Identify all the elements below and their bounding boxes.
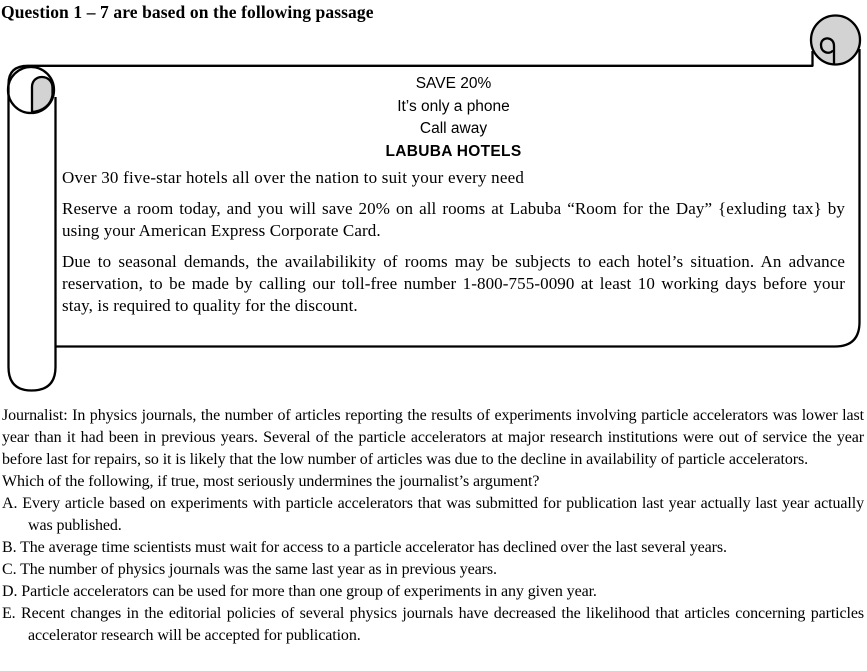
ad-paragraph-reserve: Reserve a room today, and you will save 20% on all rooms at Labuba “Room for the Day” {exluding tax} by using your American Express Corporate Card. bbox=[62, 199, 845, 240]
option-e-text: Recent changes in the editorial policies of several physics journals have decreased the likelihood that articles concerning particles accelerator research will be accepted for publication. bbox=[21, 605, 865, 644]
scroll-left-tail bbox=[9, 84, 56, 391]
option-e-label: E. bbox=[2, 605, 16, 622]
ad-paragraph-seasonal: Due to seasonal demands, the availabilikity of rooms may be subjects to each hotel’s situation. An advance reservation, to be made by calling our toll-free number 1-800-755-0090 at least 10 working days before your stay, is required to quality for the discount. bbox=[62, 252, 845, 315]
option-d-label: D. bbox=[2, 583, 18, 600]
ad-tagline: Over 30 five-star hotels all over the nation to suit your every need bbox=[62, 168, 525, 187]
question-passage: Journalist: In physics journals, the number of articles reporting the results of experiments involving particle accelerators was lower last year than it had been in previous years. Several of the particle accelerators at major research institutions were out of service the year before last for repairs, so it is likely that the low number of articles was due to the decline in availability of particle accelerators. bbox=[2, 407, 864, 468]
scroll-ad-content bbox=[62, 73, 845, 317]
option-a-label: A. bbox=[2, 495, 18, 512]
option-d bbox=[2, 581, 864, 603]
option-e bbox=[2, 603, 864, 647]
ad-line-call: Call away bbox=[419, 120, 488, 137]
option-b-label: B. bbox=[2, 539, 17, 556]
option-c-label: C. bbox=[2, 561, 17, 578]
option-c bbox=[2, 559, 864, 581]
page-title: Question 1 – 7 are based on the following passage bbox=[1, 2, 374, 22]
question-block bbox=[2, 405, 864, 647]
option-d-text: Particle accelerators can be used for more than one group of experiments in any given year. bbox=[21, 583, 597, 600]
ad-line-phone: It’s only a phone bbox=[397, 97, 510, 115]
scroll-left-curl-teardrop bbox=[32, 77, 53, 112]
option-a bbox=[2, 493, 864, 537]
option-a-text: Every article based on experiments with particle accelerators that was submitted for publication last year actually last year actually was published. bbox=[22, 495, 865, 534]
scroll-right-curl-circle bbox=[811, 16, 860, 65]
option-b-text: The average time scientists must wait for access to a particle accelerator has declined over the last several years. bbox=[20, 539, 727, 556]
option-b bbox=[2, 537, 864, 559]
ad-line-save: SAVE 20% bbox=[415, 75, 492, 92]
option-c-text: The number of physics journals was the same last year as in previous years. bbox=[20, 561, 497, 578]
question-stem: Which of the following, if true, most seriously undermines the journalist’s argument? bbox=[2, 473, 540, 490]
ad-brand-name: LABUBA HOTELS bbox=[385, 142, 522, 160]
